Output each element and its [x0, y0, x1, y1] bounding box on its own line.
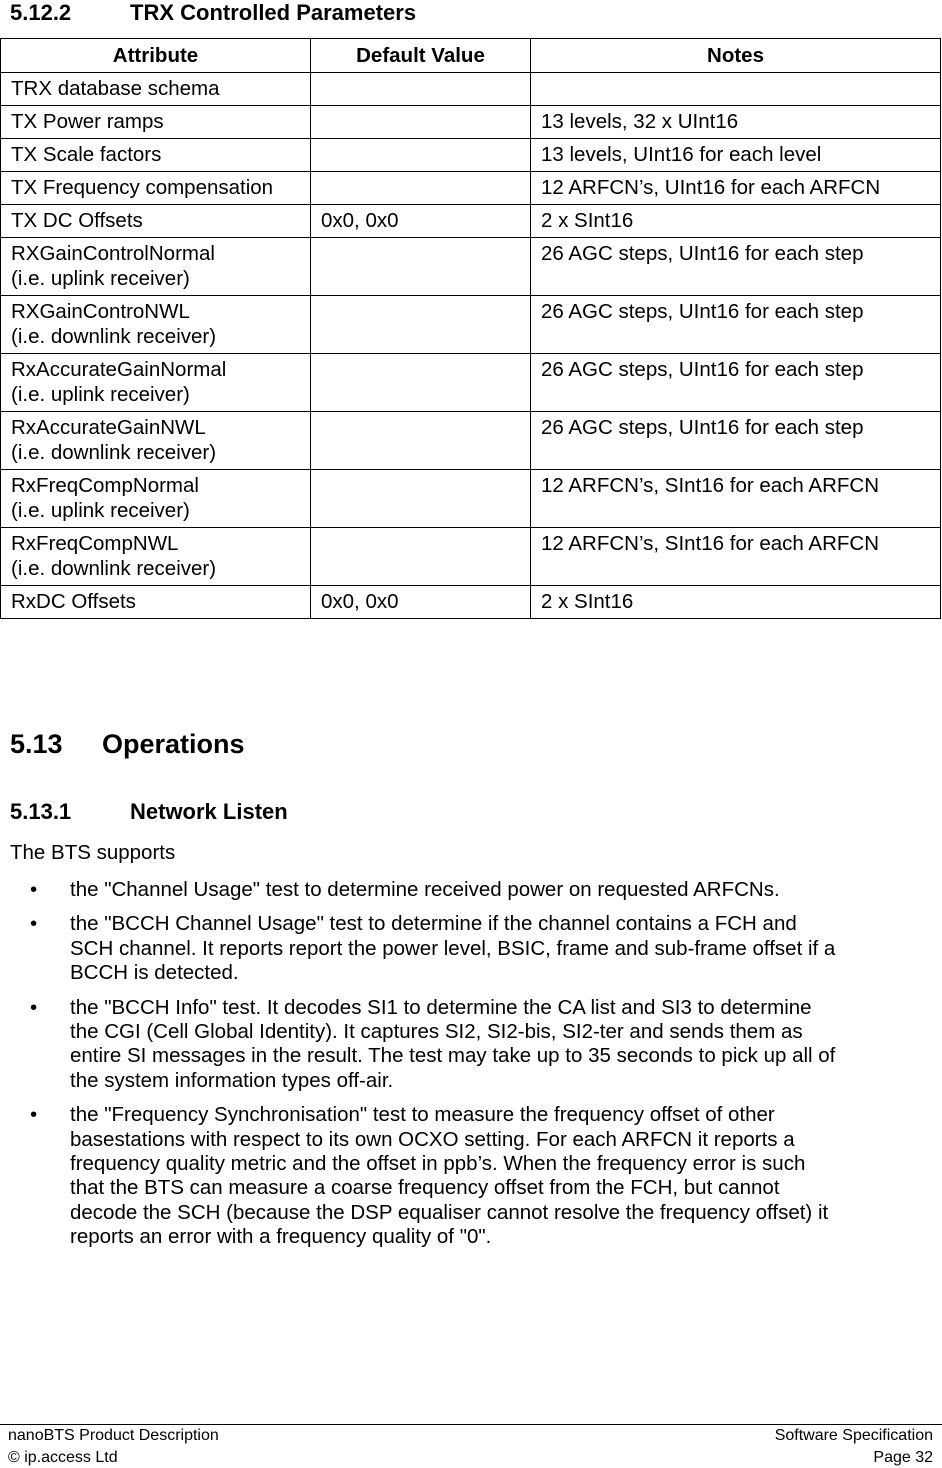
cell-default-value: 0x0, 0x0 — [311, 205, 531, 238]
bullet-text-line: frequency quality metric and the offset in ppb’s. When the frequency error is such — [70, 1152, 806, 1176]
section-title: Operations — [102, 729, 245, 759]
bullet-list — [0, 878, 935, 1260]
bullet-text-line: the "Channel Usage" test to determine received power on requested ARFCNs. — [70, 878, 780, 901]
attribute-line: RxDC Offsets — [11, 590, 136, 613]
table-row — [1, 296, 941, 354]
table-row — [1, 528, 941, 586]
cell-attribute — [1, 528, 311, 586]
attribute-line: RxAccurateGainNWL — [11, 416, 206, 439]
cell-attribute — [1, 296, 311, 354]
cell-notes: 12 ARFCN’s, SInt16 for each ARFCN — [531, 470, 941, 528]
footer-divider — [0, 1424, 942, 1425]
section-number: 5.13.1 — [10, 799, 72, 824]
trx-params-table — [0, 38, 941, 619]
bullet-text-line: BCCH is detected. — [70, 961, 239, 985]
cell-default-value — [311, 296, 531, 354]
section-title: TRX Controlled Parameters — [130, 0, 417, 25]
header-default-value: Default Value — [311, 39, 531, 73]
footer-page-number: Page 32 — [873, 1449, 933, 1466]
header-attribute: Attribute — [1, 39, 311, 73]
footer-doc-type: Software Specification — [774, 1427, 933, 1444]
footer-copyright: © ip.access Ltd — [8, 1449, 118, 1466]
cell-attribute — [1, 586, 311, 619]
cell-default-value — [311, 139, 531, 172]
table-body — [1, 73, 941, 619]
cell-notes: 2 x SInt16 — [531, 205, 941, 238]
cell-default-value: 0x0, 0x0 — [311, 586, 531, 619]
attribute-line: RXGainControNWL — [11, 300, 190, 323]
cell-attribute — [1, 73, 311, 106]
attribute-line: (i.e. downlink receiver) — [11, 441, 217, 464]
bullet-text-line: the system information types off-air. — [70, 1068, 394, 1092]
attribute-line: TX Scale factors — [11, 143, 162, 166]
attribute-line: (i.e. downlink receiver) — [11, 557, 217, 580]
attribute-line: (i.e. uplink receiver) — [11, 267, 190, 290]
intro-paragraph: The BTS supports — [10, 841, 176, 864]
bullet-icon: • — [30, 1103, 38, 1127]
table-row — [1, 354, 941, 412]
cell-notes — [531, 73, 941, 106]
attribute-line: TX Frequency compensation — [11, 176, 274, 199]
bullet-text-line: the "BCCH Channel Usage" test to determine if the channel contains a FCH and — [70, 912, 797, 936]
cell-notes: 13 levels, UInt16 for each level — [531, 139, 941, 172]
bullet-icon: • — [30, 912, 38, 936]
bullet-text-line: the CGI (Cell Global Identity). It captures SI2, SI2-bis, SI2-ter and sends them as — [70, 1020, 803, 1044]
cell-notes: 12 ARFCN’s, SInt16 for each ARFCN — [531, 528, 941, 586]
cell-attribute — [1, 205, 311, 238]
cell-default-value — [311, 238, 531, 296]
cell-notes: 26 AGC steps, UInt16 for each step — [531, 354, 941, 412]
cell-default-value — [311, 172, 531, 205]
table-row — [1, 106, 941, 139]
cell-notes: 2 x SInt16 — [531, 586, 941, 619]
attribute-line: RXGainControlNormal — [11, 242, 215, 265]
table-row — [1, 470, 941, 528]
list-item — [0, 996, 935, 1094]
cell-notes: 13 levels, 32 x UInt16 — [531, 106, 941, 139]
attribute-line: TX Power ramps — [11, 110, 164, 133]
bullet-text-line: that the BTS can measure a coarse frequency offset from the FCH, but cannot — [70, 1176, 780, 1200]
list-item — [0, 1103, 935, 1249]
bullet-text-line: basestations with respect to its own OCXO setting. For each ARFCN it reports a — [70, 1127, 795, 1151]
cell-notes: 26 AGC steps, UInt16 for each step — [531, 412, 941, 470]
bullet-text-line: reports an error with a frequency quality of "0". — [70, 1225, 492, 1249]
cell-attribute — [1, 106, 311, 139]
cell-default-value — [311, 106, 531, 139]
table-row — [1, 412, 941, 470]
section-number: 5.12.2 — [10, 0, 72, 25]
footer-row-bottom — [8, 1448, 933, 1468]
list-item — [0, 912, 935, 985]
cell-default-value — [311, 470, 531, 528]
bullet-icon: • — [30, 878, 38, 901]
header-notes: Notes — [531, 39, 941, 73]
attribute-line: RxFreqCompNormal — [11, 474, 199, 497]
table-row — [1, 73, 941, 106]
bullet-text-line: the "BCCH Info" test. It decodes SI1 to determine the CA list and SI3 to determine — [70, 995, 812, 1019]
section-title: Network Listen — [130, 799, 288, 824]
table-row — [1, 172, 941, 205]
list-item — [0, 878, 935, 902]
cell-attribute — [1, 139, 311, 172]
cell-attribute — [1, 470, 311, 528]
cell-attribute — [1, 412, 311, 470]
cell-notes: 26 AGC steps, UInt16 for each step — [531, 238, 941, 296]
bullet-text-line: the "Frequency Synchronisation" test to measure the frequency offset of other — [70, 1103, 775, 1127]
cell-notes: 26 AGC steps, UInt16 for each step — [531, 296, 941, 354]
cell-attribute — [1, 354, 311, 412]
bullet-text-line: decode the SCH (because the DSP equaliser cannot resolve the frequency offset) it — [70, 1200, 829, 1224]
cell-default-value — [311, 73, 531, 106]
table-row — [1, 139, 941, 172]
table-row — [1, 238, 941, 296]
attribute-line: (i.e. uplink receiver) — [11, 499, 190, 522]
cell-attribute — [1, 172, 311, 205]
bullet-text-line: entire SI messages in the result. The test may take up to 35 seconds to pick up all of — [70, 1044, 836, 1068]
cell-attribute — [1, 238, 311, 296]
footer-doc-title: nanoBTS Product Description — [8, 1427, 219, 1444]
cell-default-value — [311, 354, 531, 412]
cell-default-value — [311, 528, 531, 586]
table-header-row — [1, 39, 941, 73]
cell-default-value — [311, 412, 531, 470]
attribute-line: RxFreqCompNWL — [11, 532, 179, 555]
bullet-icon: • — [30, 995, 38, 1019]
table-row — [1, 586, 941, 619]
bullet-text-line: SCH channel. It reports report the power level, BSIC, frame and sub-frame offset if a — [70, 936, 836, 960]
section-heading-trx-params — [10, 0, 416, 26]
section-heading-operations — [10, 728, 245, 760]
section-number: 5.13 — [10, 729, 63, 759]
section-heading-network-listen — [10, 799, 288, 825]
attribute-line: (i.e. uplink receiver) — [11, 383, 190, 406]
cell-notes: 12 ARFCN’s, UInt16 for each ARFCN — [531, 172, 941, 205]
attribute-line: TRX database schema — [11, 77, 220, 100]
attribute-line: RxAccurateGainNormal — [11, 358, 227, 381]
attribute-line: TX DC Offsets — [11, 209, 143, 232]
table-row — [1, 205, 941, 238]
attribute-line: (i.e. downlink receiver) — [11, 325, 217, 348]
footer-row-top — [8, 1426, 933, 1446]
